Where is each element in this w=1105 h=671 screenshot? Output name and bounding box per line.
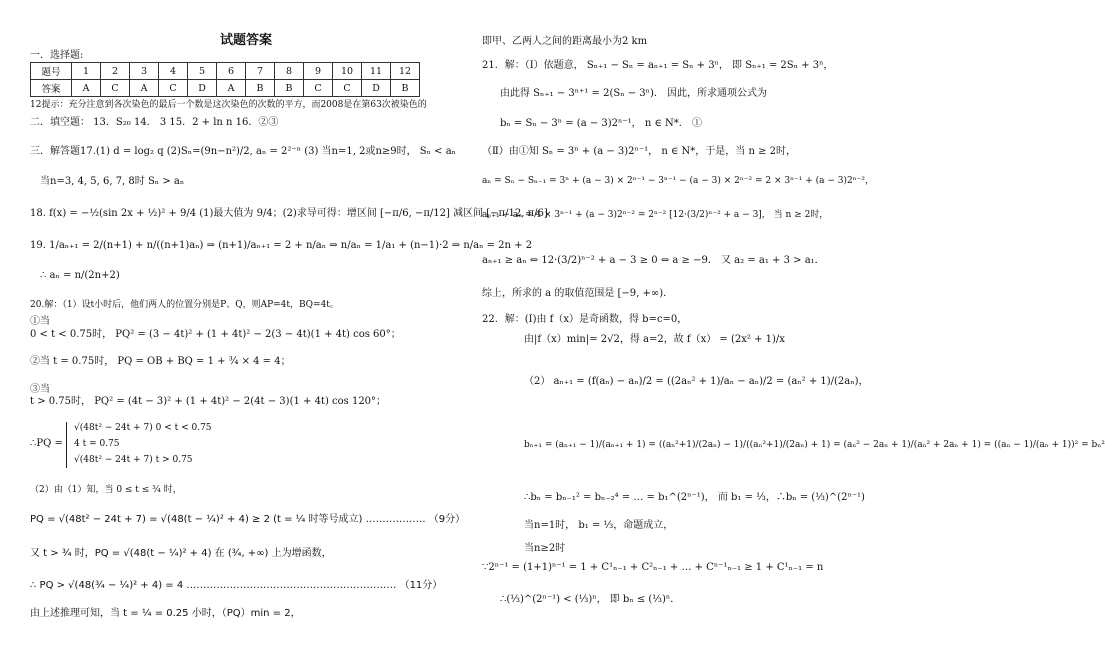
q21-line7: aₙ₊₁ ≥ aₙ ⇔ 12·(3/2)ⁿ⁻² + a − 3 ≥ 0 ⇔ a ≥ −9． 又 a₂ = a₁ + 3 > a₁． bbox=[482, 255, 825, 266]
page-title: 试题答案 bbox=[220, 33, 273, 48]
q22-line5: ∴bₙ = bₙ₋₁² = bₙ₋₂⁴ = … = b₁^(2ⁿ⁻¹)， 而 b₁ = ⅓，∴bₙ = (⅓)^(2ⁿ⁻¹) bbox=[524, 492, 865, 503]
section1-heading: 一．选择题: bbox=[30, 50, 84, 61]
q22-line1: 22．解：(I)由 f（x）是奇函数，得 b=c=0， bbox=[482, 314, 688, 325]
q19-result: ∴ aₙ = n/(2n+2) bbox=[40, 270, 120, 281]
q20-case2: ②当 t = 0.75时， PQ = OB + BQ = 1 + ¾ × 4 = 4； bbox=[30, 356, 291, 367]
answer-table-cell: B bbox=[246, 80, 275, 97]
q17-part2: 当n=3, 4, 5, 6, 7, 8时 Sₙ > aₙ bbox=[40, 176, 185, 187]
q21-line6: aₙ₊₁ − aₙ = 4 × 3ⁿ⁻¹ + (a − 3)2ⁿ⁻² = 2ⁿ⁻² [12·(3/2)ⁿ⁻² + a − 3]， 当 n ≥ 2时， bbox=[482, 210, 829, 220]
q20-case3: t > 0.75时， PQ² = (4t − 3)² + (1 + 4t)² − 2(4t − 3)(1 + 4t) cos 120°； bbox=[30, 396, 387, 407]
answer-table-cell: 5 bbox=[188, 63, 217, 80]
answer-table-cell: C bbox=[333, 80, 362, 97]
piecewise-brace bbox=[66, 422, 67, 468]
answer-table-cell: B bbox=[391, 80, 420, 97]
q20-part2-inequality: PQ = √(48t² − 24t + 7) = √(48(t − ¼)² + 4) ≥ 2 (t = ¼ 时等号成立) ……………… （9分） bbox=[30, 514, 466, 525]
q20-part2-increasing: 又 t > ¾ 时，PQ = √(48(t − ¼)² + 4) 在 (¾, +∞) 上为增函数， bbox=[30, 548, 332, 559]
q17-part1: 三．解答题17.(1) d = log₂ q (2)Sₙ=(9n−n²)/2, aₙ = 2²⁻ⁿ (3) 当n=1, 2或n≥9时， Sₙ < aₙ bbox=[30, 146, 457, 157]
answer-table-row-answers bbox=[31, 80, 420, 97]
q20-piecewise-case3: √(48t² − 24t + 7) t > 0.75 bbox=[74, 455, 193, 465]
answer-table-cell: 3 bbox=[130, 63, 159, 80]
answer-table-cell: 1 bbox=[72, 63, 101, 80]
answer-table-cell: 12 bbox=[391, 63, 420, 80]
q20-case1: 0 < t < 0.75时， PQ² = (3 − 4t)² + (1 + 4t)² − 2(3 − 4t)(1 + 4t) cos 60°； bbox=[30, 329, 401, 340]
q20-final: 即甲、乙两人之间的距离最小为2 km bbox=[482, 36, 648, 47]
answer-table-cell: A bbox=[72, 80, 101, 97]
answer-table-cell: 9 bbox=[304, 63, 333, 80]
q20-piecewise-case2: 4 t = 0.75 bbox=[74, 439, 120, 449]
answer-table-label: 答案 bbox=[31, 80, 72, 97]
q20-piecewise-lead: ∴PQ = bbox=[30, 438, 63, 449]
q22-line4: bₙ₊₁ = (aₙ₊₁ − 1)/(aₙ₊₁ + 1) = ((aₙ²+1)/(2aₙ) − 1)/((aₙ²+1)/(2aₙ) + 1) = (aₙ² − 2aₙ + 1)/(aₙ² + 2aₙ + 1) = ((aₙ − 1)/(aₙ + 1))² = bₙ² bbox=[524, 440, 1105, 450]
answer-table-cell: 4 bbox=[159, 63, 188, 80]
answer-table-cell: C bbox=[159, 80, 188, 97]
q20-piecewise-case1: √(48t² − 24t + 7) 0 < t < 0.75 bbox=[74, 423, 212, 433]
q21-line1: 21．解：（Ⅰ）依题意， Sₙ₊₁ − Sₙ = aₙ₊₁ = Sₙ + 3ⁿ， 即 Sₙ₊₁ = 2Sₙ + 3ⁿ， bbox=[482, 60, 834, 71]
answer-table-cell: 2 bbox=[101, 63, 130, 80]
answer-table-cell: 8 bbox=[275, 63, 304, 80]
answer-table-cell: C bbox=[304, 80, 333, 97]
answer-table-row-numbers bbox=[31, 63, 420, 80]
q22-line2: 由|f（x）min|= 2√2，得 a=2，故 f（x） = (2x² + 1)/x bbox=[524, 334, 785, 345]
q22-line8: ∵2ⁿ⁻¹ = (1+1)ⁿ⁻¹ = 1 + C¹ₙ₋₁ + C²ₙ₋₁ + … + Cⁿ⁻¹ₙ₋₁ ≥ 1 + C¹ₙ₋₁ = n bbox=[482, 562, 824, 573]
answer-table-label: 题号 bbox=[31, 63, 72, 80]
answer-table-cell: C bbox=[101, 80, 130, 97]
q19-derivation: 19. 1/aₙ₊₁ = 2/(n+1) + n/((n+1)aₙ) ⇒ (n+1)/aₙ₊₁ = 2 + n/aₙ ⇒ n/aₙ = 1/a₁ + (n−1)·2 ⇒ n/aₙ = 2n + 2 bbox=[30, 240, 533, 251]
q20-part2-bound: ∴ PQ > √(48(¾ − ¼)² + 4) = 4 ……………………………………………………… （11分） bbox=[30, 580, 443, 591]
q22-line9: ∴(⅓)^(2ⁿ⁻¹) < (⅓)ⁿ， 即 bₙ ≤ (⅓)ⁿ． bbox=[500, 594, 681, 605]
hint-12: 12提示：充分注意到各次染色的最后一个数是这次染色的次数的平方，而2008是在第63次被染色的 bbox=[30, 100, 427, 110]
answer-table-cell: D bbox=[188, 80, 217, 97]
q20-intro: 20.解：（1）设t小时后，他们两人的位置分别是P、Q，则AP=4t，BQ=4t。 bbox=[30, 300, 339, 310]
q22-line3: （2） aₙ₊₁ = (f(aₙ) − aₙ)/2 = ((2aₙ² + 1)/aₙ − aₙ)/2 = (aₙ² + 1)/(2aₙ)， bbox=[524, 376, 869, 387]
answer-table bbox=[30, 62, 420, 97]
q21-line8: 综上，所求的 a 的取值范围是 [−9, +∞)． bbox=[482, 288, 674, 299]
q20-part2-conclusion: 由上述推理可知，当 t = ¼ = 0.25 小时，（PQ）min = 2， bbox=[30, 608, 301, 619]
answer-table-cell: D bbox=[362, 80, 391, 97]
q21-line5: aₙ = Sₙ − Sₙ₋₁ = 3ⁿ + (a − 3) × 2ⁿ⁻¹ − 3ⁿ⁻¹ − (a − 3) × 2ⁿ⁻² = 2 × 3ⁿ⁻¹ + (a − 3)2ⁿ⁻²， bbox=[482, 176, 874, 186]
q21-line2: 由此得 Sₙ₊₁ − 3ⁿ⁺¹ = 2(Sₙ − 3ⁿ)． 因此，所求通项公式为 bbox=[500, 88, 768, 99]
q22-line7: 当n≥2时 bbox=[524, 543, 566, 554]
answer-table-cell: A bbox=[217, 80, 246, 97]
answer-table-cell: 10 bbox=[333, 63, 362, 80]
q20-part2-intro: （2）由（1）知，当 0 ≤ t ≤ ¾ 时， bbox=[30, 485, 182, 495]
answer-table-cell: 6 bbox=[217, 63, 246, 80]
q18-answer: 18. f(x) = −½(sin 2x + ½)² + 9/4 (1)最大值为 9/4；(2)求导可得：增区间 [−π/6, −π/12] 减区间 [−π/12, π/6] bbox=[30, 208, 548, 219]
q21-line3: bₙ = Sₙ − 3ⁿ = (a − 3)2ⁿ⁻¹， n ∈ N*． ① bbox=[500, 118, 702, 129]
answer-table-cell: 11 bbox=[362, 63, 391, 80]
answer-table-cell: A bbox=[130, 80, 159, 97]
q22-line6: 当n=1时， b₁ = ⅓，命题成立， bbox=[524, 520, 674, 531]
q21-line4: （Ⅱ）由①知 Sₙ = 3ⁿ + (a − 3)2ⁿ⁻¹， n ∈ N*，于是，当 n ≥ 2时， bbox=[482, 146, 796, 157]
q20-case1-label: ①当 bbox=[30, 316, 50, 327]
fill-in-answers: 二．填空题： 13．S₂₀ 14． 3 15．2 + ln n 16．②③ bbox=[30, 117, 279, 128]
answer-table-cell: B bbox=[275, 80, 304, 97]
answer-table-cell: 7 bbox=[246, 63, 275, 80]
q20-case3-label: ③当 bbox=[30, 384, 50, 395]
